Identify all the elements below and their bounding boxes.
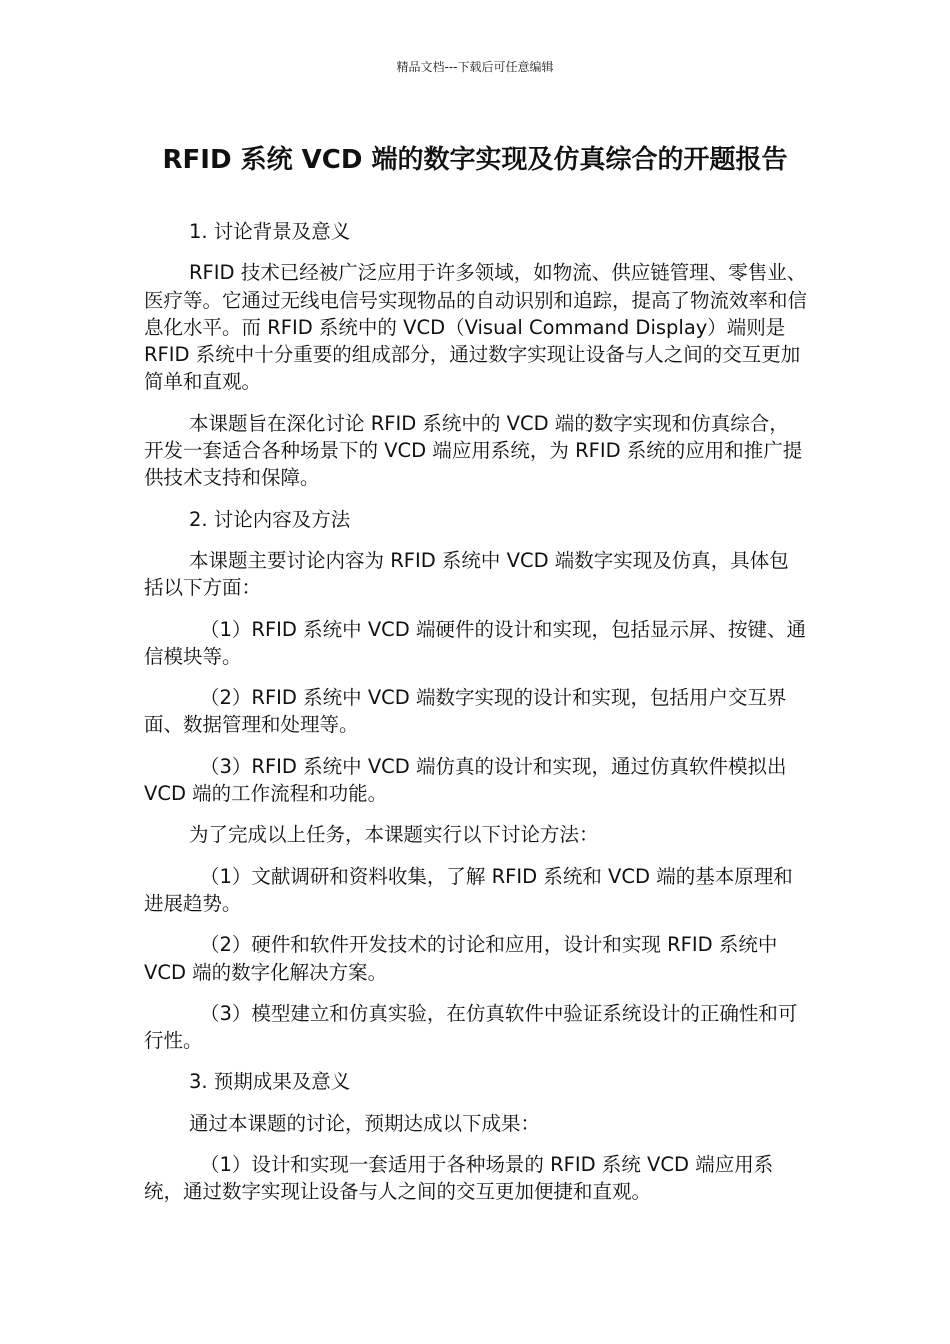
- list-item: （1）文献调研和资料收集，了解 RFID 系统和 VCD 端的基本原理和进展趋势。: [144, 864, 793, 915]
- header-note: 精品文档---下载后可任意编辑: [396, 60, 554, 74]
- list-item: （3）RFID 系统中 VCD 端仿真的设计和实现，通过仿真软件模拟出 VCD 端的工作流程和功能。: [144, 754, 787, 806]
- paragraph: RFID 技术已经被广泛应用于许多领域，如物流、供应链管理、零售业、医疗等。它通过无线电信号实现物品的自动识别和追踪，提高了物流效率和信息化水平。而 RFID 系统中的 VCD（Visual Command Display）端则是 RFID 系统中十分重要的组成部分，通过数字实现让设备与人之间的交互更加简单和直观。: [144, 261, 808, 394]
- paragraph: 通过本课题的讨论，预期达成以下成果：: [189, 1111, 541, 1135]
- paragraph: 为了完成以上任务，本课题实行以下讨论方法：: [189, 823, 599, 847]
- section-heading-2: 2. 讨论内容及方法: [189, 507, 351, 531]
- document-title: RFID 系统 VCD 端的数字实现及仿真综合的开题报告: [162, 145, 788, 175]
- list-item: （3）模型建立和仿真实验，在仿真软件中验证系统设计的正确性和可行性。: [144, 1001, 798, 1053]
- list-item: （1）设计和实现一套适用于各种场景的 RFID 系统 VCD 端应用系统，通过数字实现让设备与人之间的交互更加便捷和直观。: [144, 1153, 774, 1204]
- list-item: （1）RFID 系统中 VCD 端硬件的设计和实现，包括显示屏、按键、通信模块等。: [144, 617, 807, 668]
- document-body: [144, 218, 808, 1220]
- paragraph: 本课题旨在深化讨论 RFID 系统中的 VCD 端的数字实现和仿真综合，开发一套适合各种场景下的 VCD 端应用系统，为 RFID 系统的应用和推广提供技术支持和保障。: [144, 411, 803, 490]
- section-heading-3: 3. 预期成果及意义: [189, 1070, 351, 1094]
- list-item: （2）RFID 系统中 VCD 端数字实现的设计和实现，包括用户交互界面、数据管理和处理等。: [144, 686, 787, 737]
- paragraph: 本课题主要讨论内容为 RFID 系统中 VCD 端数字实现及仿真，具体包括以下方面：: [144, 548, 789, 600]
- list-item: （2）硬件和软件开发技术的讨论和应用，设计和实现 RFID 系统中 VCD 端的数字化解决方案。: [144, 933, 778, 984]
- section-heading-1: 1. 讨论背景及意义: [189, 220, 351, 243]
